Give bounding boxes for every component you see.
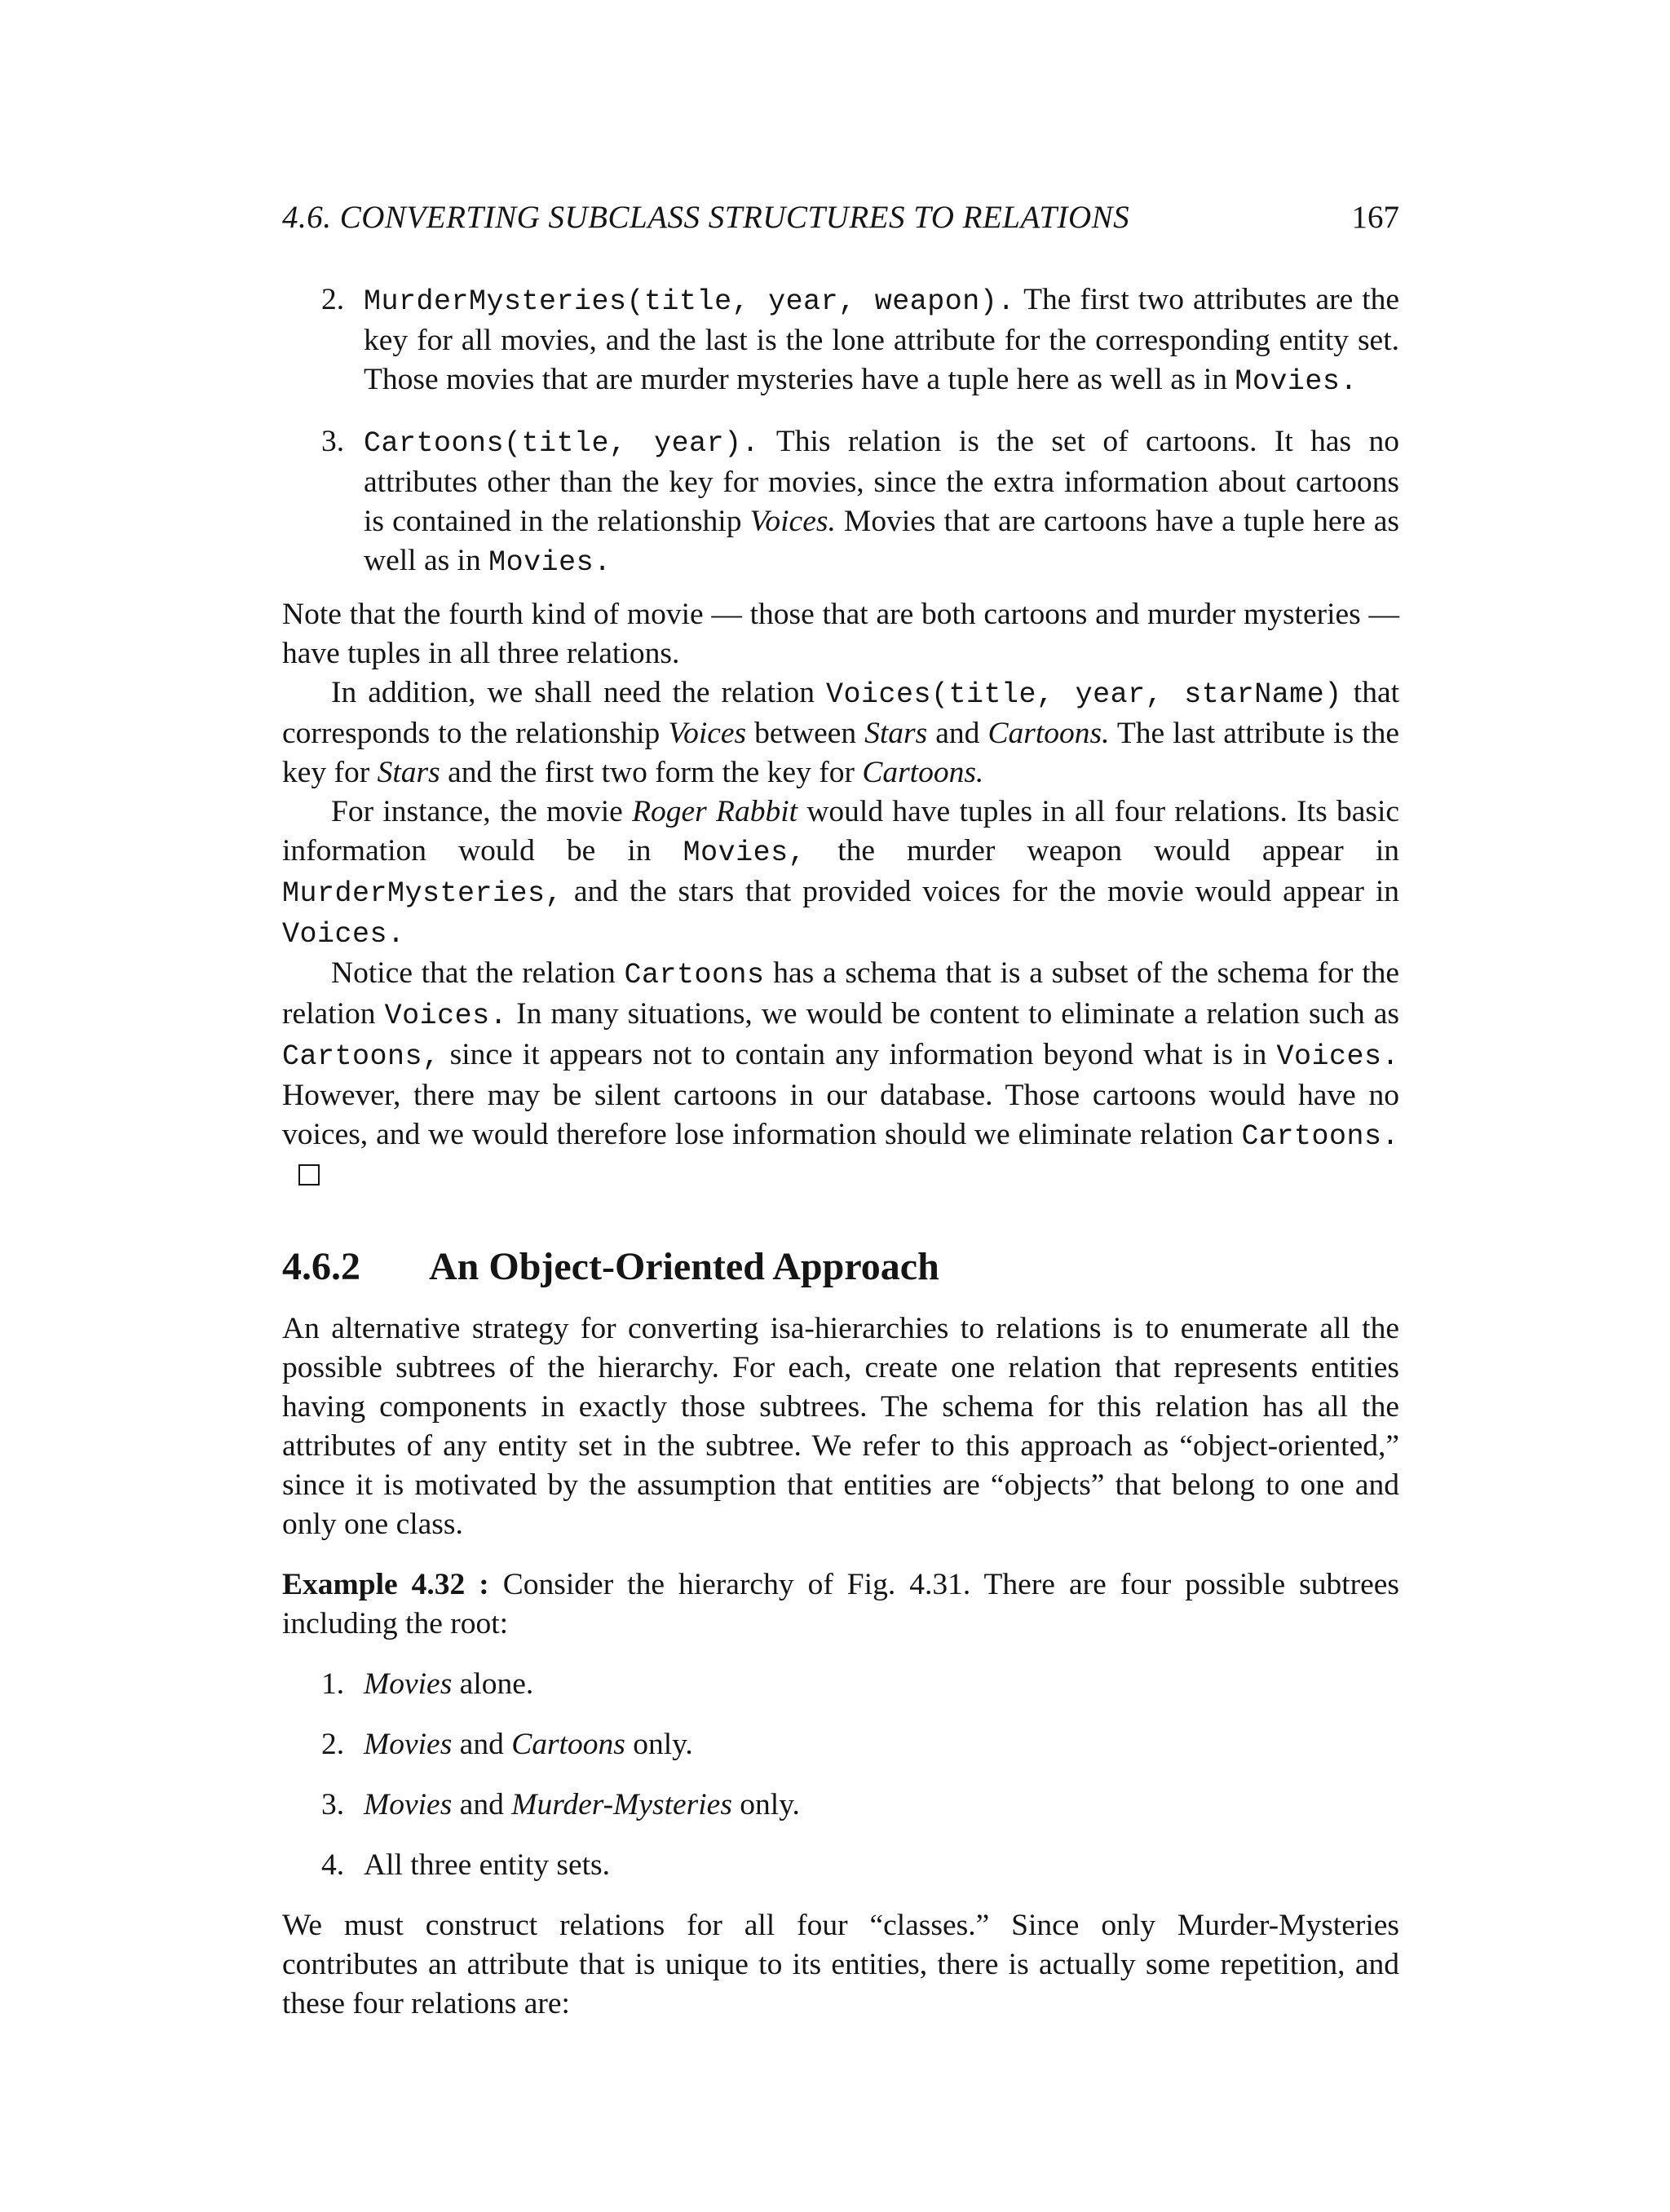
list-item: [282, 1725, 1399, 1764]
text: Notice that the relation: [331, 956, 616, 990]
list-item: [282, 1665, 1399, 1704]
item-number: 3.: [321, 425, 345, 458]
italic-text: Cartoons.: [987, 717, 1110, 750]
code-text: Movies.: [1235, 365, 1358, 398]
item-number: 2.: [321, 1728, 345, 1761]
code-text: Voices.: [384, 1000, 508, 1032]
italic-text: Voices.: [749, 505, 836, 538]
text: has a schema that is a subset of the schema for the relation: [282, 956, 1400, 1031]
item-number: 1.: [321, 1667, 345, 1701]
code-text: MurderMysteries,: [282, 877, 563, 910]
italic-text: Roger Rabbit: [632, 795, 798, 828]
code-text: Cartoons.: [1241, 1120, 1400, 1153]
header-title: 4.6. CONVERTING SUBCLASS STRUCTURES TO RELATIONS: [282, 200, 1130, 235]
section-heading: [282, 1243, 1399, 1291]
list-item-cartoons: [282, 422, 1399, 582]
italic-text: Voices: [668, 717, 747, 750]
paragraph: [282, 954, 1399, 1195]
paragraph: [282, 673, 1399, 793]
paragraph: Note that the fourth kind of movie — those that are both cartoons and murder mysteries — have tuples in all three relations.: [282, 598, 1399, 670]
running-header: [282, 199, 1399, 245]
paragraph: We must construct relations for all four “classes.” Since only Murder-Mysteries contributes an attribute that is unique to its entities, there is actually some repetition, and these four relations are:: [282, 1909, 1399, 2020]
text: and: [459, 1728, 504, 1761]
italic-text: Cartoons.: [862, 756, 984, 789]
end-of-example-box-icon: [298, 1164, 320, 1185]
italic-text: Movies: [364, 1667, 453, 1701]
code-text: Voices.: [1276, 1040, 1399, 1073]
text: and: [459, 1788, 504, 1821]
text: and the stars that provided voices for the movie would appear in: [573, 875, 1400, 908]
text: For instance, the movie: [331, 795, 623, 828]
item-text: Movies that are cartoons have a tuple here as well as in: [364, 505, 1400, 577]
item-text: This relation is the set of cartoons. It has no attributes other than the key for movies, since the extra information about cartoons is contained in the relationship: [364, 425, 1400, 538]
example-paragraph: [282, 1565, 1399, 1644]
paragraph: An alternative strategy for converting isa-hierarchies to relations is to enumerate all the possible subtrees of the hierarchy. For each, create one relation that represents entities having components in exactly those subtrees. The schema for this relation has all the attributes of any entity set in the subtree. We refer to this approach as “object-oriented,” since it is motivated by the assumption that entities are “objects” that belong to one and only one class.: [282, 1312, 1399, 1541]
text: only.: [633, 1728, 693, 1761]
text: that corresponds to the relationship: [282, 676, 1400, 750]
text: All three entity sets.: [364, 1848, 611, 1882]
item-text: The first two attributes are the key for all movies, and the last is the lone attribute for the corresponding entity set. Those movies that are murder mysteries have a tuple here as well as in: [364, 283, 1400, 396]
text: However, there may be silent cartoons in our database. Those cartoons would have no voices, and we would therefore lose information should we eliminate relation: [282, 1079, 1399, 1151]
paragraph: [282, 793, 1399, 954]
text: the murder weapon would appear in: [837, 834, 1400, 868]
text: since it appears not to contain any information beyond what is in: [449, 1038, 1267, 1071]
text: would have tuples in all four relations. Its basic information would be in: [282, 795, 1400, 868]
italic-text: Movies: [364, 1728, 453, 1761]
text: In addition, we shall need the relation: [331, 676, 815, 709]
text: alone.: [459, 1667, 534, 1701]
italic-text: Stars: [864, 717, 928, 750]
code-text: Movies,: [683, 837, 806, 869]
code-text: Movies.: [488, 546, 612, 579]
code-text: Cartoons,: [282, 1040, 440, 1073]
code-text: Voices(title, year, starName): [826, 678, 1342, 711]
page-number: 167: [1351, 200, 1399, 235]
text: In many situations, we would be content to eliminate a relation such as: [516, 997, 1400, 1031]
italic-text: Stars: [377, 756, 440, 789]
item-number: 2.: [321, 283, 345, 316]
item-number: 4.: [321, 1848, 345, 1882]
code-text: MurderMysteries(title, year, weapon).: [364, 285, 1015, 318]
code-text: Voices.: [282, 918, 405, 951]
list-item-murdermysteries: [282, 280, 1399, 401]
page-body: [282, 280, 1399, 2024]
italic-text: Murder-Mysteries: [511, 1788, 732, 1821]
italic-text: Cartoons: [511, 1728, 625, 1761]
example-label: Example 4.32 :: [282, 1568, 489, 1601]
section-number: 4.6.2: [282, 1245, 360, 1288]
list-item: [282, 1846, 1399, 1885]
text: between: [754, 717, 857, 750]
section-title: An Object-Oriented Approach: [429, 1245, 939, 1288]
item-number: 3.: [321, 1788, 345, 1821]
text: and: [935, 717, 980, 750]
text: The last attribute is the key for: [282, 717, 1400, 789]
italic-text: Movies: [364, 1788, 453, 1821]
text: only.: [740, 1788, 800, 1821]
text: Consider the hierarchy of Fig. 4.31. There are four possible subtrees including the root:: [282, 1568, 1399, 1640]
code-text: Cartoons(title, year).: [364, 427, 760, 460]
text: and the first two form the key for: [448, 756, 855, 789]
list-item: [282, 1786, 1399, 1825]
code-text: Cartoons: [624, 959, 765, 991]
